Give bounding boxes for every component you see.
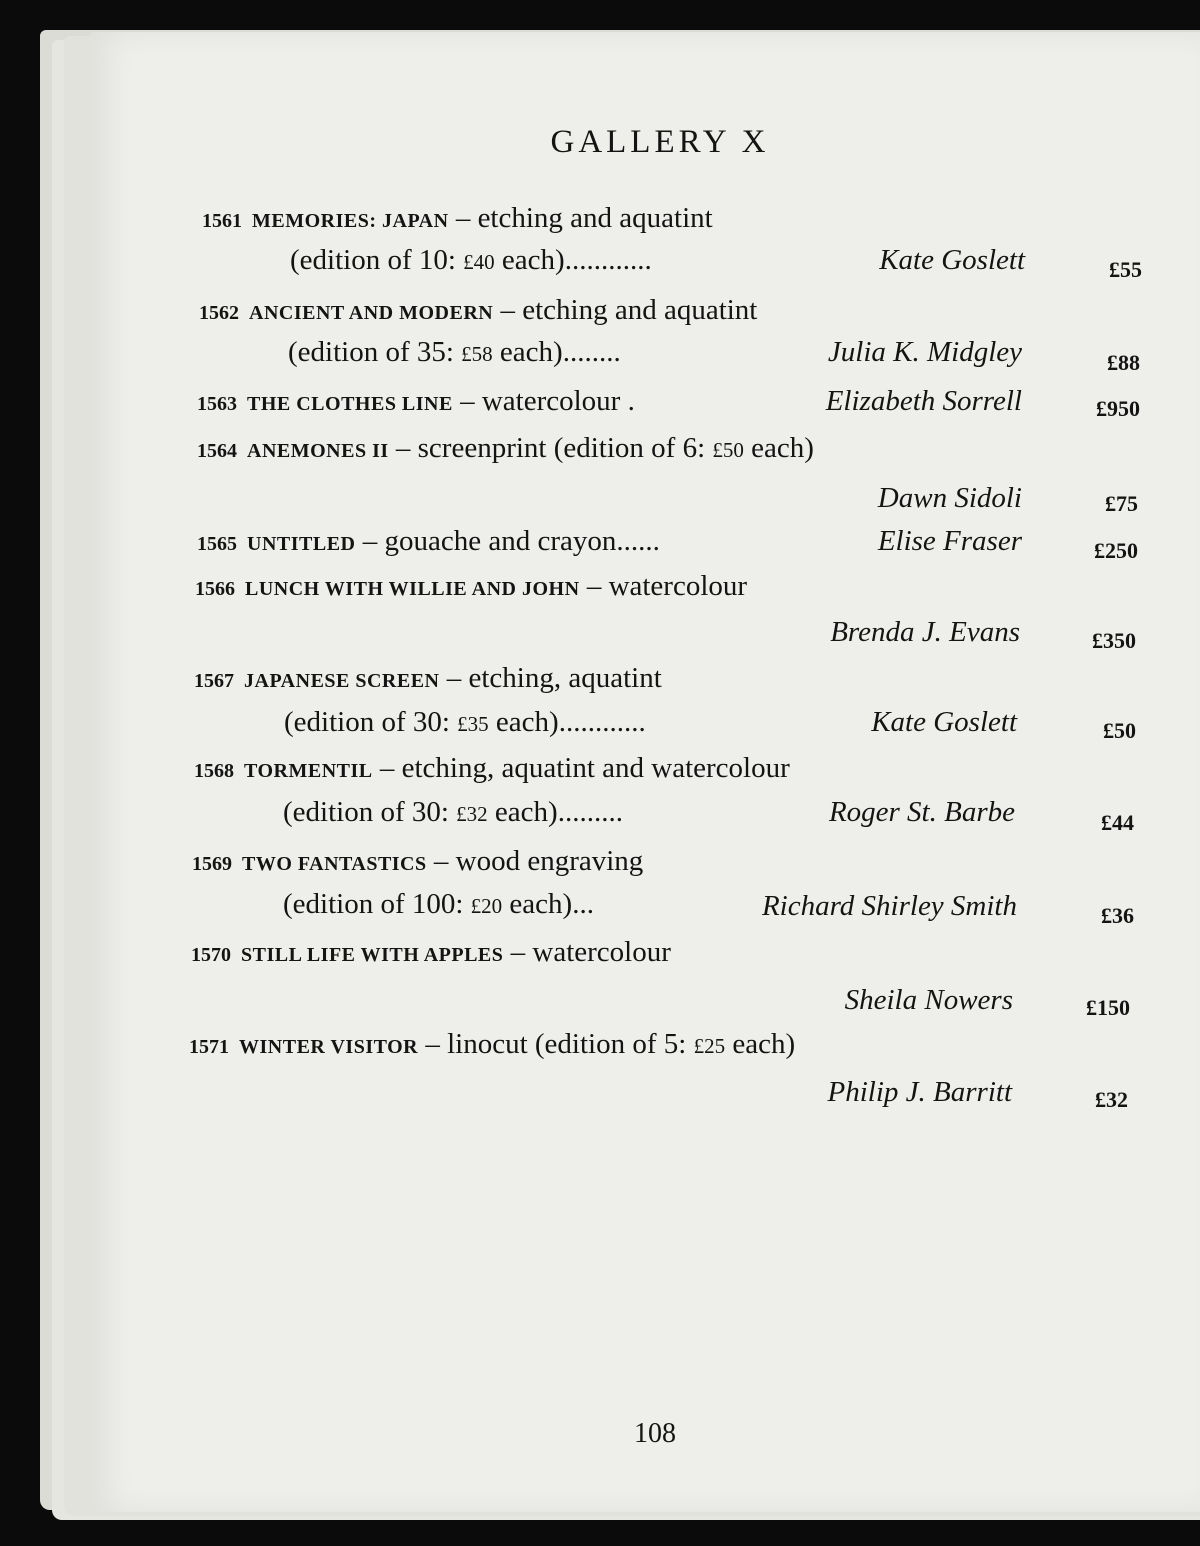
entry-title: STILL LIFE WITH APPLES <box>241 944 504 966</box>
entry-price: £150 <box>1086 995 1130 1020</box>
list-item <box>202 202 713 235</box>
entry-number: 1563 <box>197 393 237 415</box>
entry-medium: – gouache and crayon <box>355 525 617 557</box>
entry-price: £88 <box>1107 350 1140 375</box>
entry-edition: (edition of 100: £20 each)... <box>283 888 594 920</box>
entry-price: £55 <box>1109 257 1142 282</box>
entry-edition: (edition of 10: £40 each)............ <box>290 244 652 276</box>
entry-medium: – etching and aquatint <box>448 202 713 234</box>
entry-number: 1566 <box>195 578 235 600</box>
entry-artist: Dawn Sidoli <box>877 482 1022 514</box>
entry-price: £44 <box>1101 810 1134 835</box>
entry-number: 1565 <box>197 533 237 555</box>
entry-number: 1561 <box>202 210 242 232</box>
entry-medium: – watercolour <box>503 936 671 968</box>
entry-artist: Elise Fraser <box>877 525 1022 557</box>
entry-number: 1567 <box>194 670 234 692</box>
list-item <box>199 294 757 327</box>
entry-medium: – watercolour . <box>452 385 635 417</box>
list-item <box>197 385 635 418</box>
entry-number: 1571 <box>189 1036 229 1058</box>
list-item <box>195 570 747 603</box>
entry-artist: Elizabeth Sorrell <box>825 385 1022 417</box>
entry-title: MEMORIES: JAPAN <box>252 210 449 232</box>
entry-price: £75 <box>1105 491 1138 516</box>
entry-title: ANEMONES II <box>247 440 389 462</box>
entry-artist: Kate Goslett <box>871 706 1017 738</box>
entry-number: 1562 <box>199 302 239 324</box>
entry-artist: Richard Shirley Smith <box>761 890 1017 922</box>
entry-medium: – etching, aquatint <box>439 662 662 694</box>
entry-price: £50 <box>1103 718 1136 743</box>
list-item <box>191 936 671 969</box>
entry-number: 1568 <box>194 760 234 782</box>
entry-price: £36 <box>1101 903 1134 928</box>
list-item: 1571 WINTER VISITOR – linocut (edition of 5: £25 each) <box>189 1028 796 1060</box>
entry-edition: (edition of 30: £32 each)......... <box>283 796 623 828</box>
page-title: GALLERY X <box>550 124 770 160</box>
entry-title: UNTITLED <box>247 533 356 555</box>
entry-title: ANCIENT AND MODERN <box>249 302 494 324</box>
list-item: 1565 UNTITLED – gouache and crayon...... <box>197 525 660 557</box>
entry-price: £32 <box>1095 1087 1128 1112</box>
list-item: 1564 ANEMONES II – screenprint (edition of 6: £50 each) <box>197 432 814 464</box>
entry-number: 1564 <box>197 440 237 462</box>
page-number: 108 <box>634 1418 676 1449</box>
entry-title: LUNCH WITH WILLIE AND JOHN <box>245 578 580 600</box>
entry-title: TORMENTIL <box>244 760 373 782</box>
entry-artist: Sheila Nowers <box>844 984 1013 1016</box>
entry-price: £350 <box>1092 628 1136 653</box>
entry-title: THE CLOTHES LINE <box>247 393 453 415</box>
list-item <box>194 752 790 785</box>
entry-artist: Julia K. Midgley <box>827 336 1022 368</box>
entry-artist: Philip J. Barritt <box>827 1076 1012 1108</box>
list-item <box>194 662 662 695</box>
entry-medium: – etching, aquatint and watercolour <box>372 752 790 784</box>
entry-medium: – wood engraving <box>426 845 644 877</box>
entry-title: TWO FANTASTICS <box>242 853 427 875</box>
list-item <box>192 845 643 878</box>
entry-edition: (edition of 35: £58 each)........ <box>288 336 621 368</box>
entry-medium: – etching and aquatint <box>493 294 758 326</box>
entry-title: JAPANESE SCREEN <box>244 670 440 692</box>
entry-title: WINTER VISITOR <box>239 1036 419 1058</box>
entry-number: 1569 <box>192 853 232 875</box>
entry-price: £250 <box>1094 538 1138 563</box>
entry-artist: Roger St. Barbe <box>828 796 1015 828</box>
entry-artist: Kate Goslett <box>879 244 1025 276</box>
entry-number: 1570 <box>191 944 231 966</box>
entry-medium: – watercolour <box>579 570 748 602</box>
entry-artist: Brenda J. Evans <box>830 616 1020 648</box>
entry-edition: (edition of 30: £35 each)............ <box>284 706 646 738</box>
entry-price: £950 <box>1096 396 1140 421</box>
